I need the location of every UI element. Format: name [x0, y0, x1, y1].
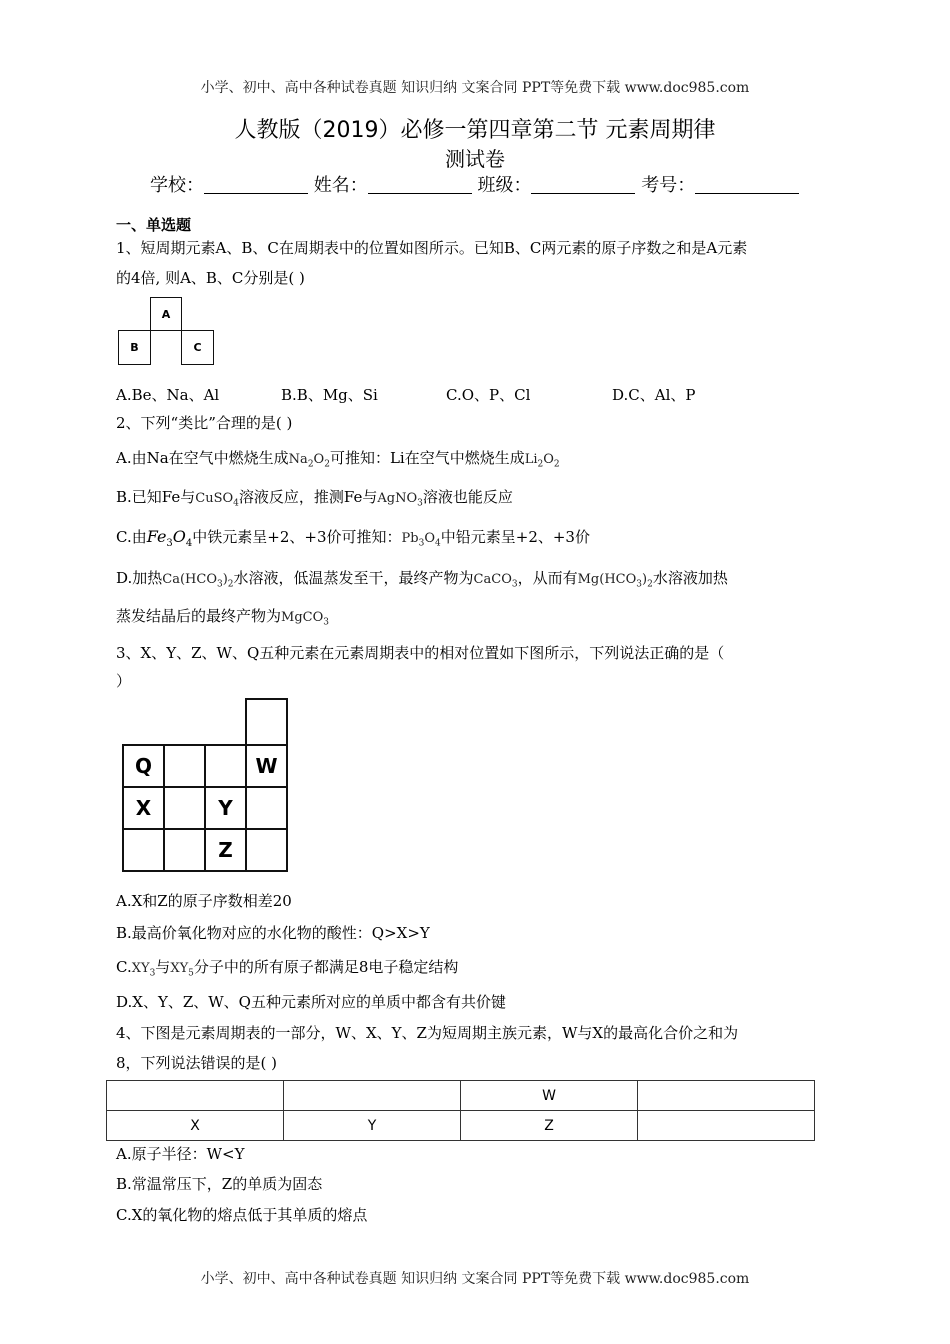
q2-option-d-line2: 蒸发结晶后的最终产物为MgCO$_3$: [116, 607, 329, 628]
class-blank[interactable]: [531, 175, 635, 194]
formula-xy5: $XY_5$: [170, 961, 194, 979]
formula-fe3o4: $Fe_3O_4$: [146, 527, 193, 550]
table-cell: [284, 1081, 461, 1111]
formula-caco3: CaCO$_3$: [473, 572, 518, 590]
q3-option-c[interactable]: $C.XY_3$与$XY_5$分子中的所有原子都满足8电子稳定结构: [116, 958, 459, 979]
table-cell-w: W: [461, 1081, 638, 1111]
formula-mg-hco3-2: $Mg(HCO_3)_2$: [577, 572, 653, 590]
q2-option-a[interactable]: A.由Na在空气中燃烧生成$Na_2O_2$可推知：Li在空气中燃烧生成$Li_2O_2$: [116, 449, 560, 470]
formula-na2o2: $Na_2O_2$: [288, 452, 330, 470]
school-label: 学校：: [150, 175, 204, 196]
name-label: 姓名：: [313, 175, 368, 196]
table-cell-z: Z: [461, 1111, 638, 1141]
q1-option-a[interactable]: A.Be、Na、Al: [116, 386, 220, 404]
formula-ca-hco3-2: $Ca(HCO_3)_2$: [162, 572, 234, 590]
grid-cell-a: A: [150, 297, 182, 331]
table-cell: [107, 1081, 284, 1111]
q3-stem-line2: ）: [116, 672, 132, 690]
grid2-cell-q: Q: [122, 744, 165, 788]
q1-periodic-grid: [118, 297, 214, 365]
table-cell: [638, 1111, 815, 1141]
section-heading: 一、单选题: [116, 216, 192, 234]
q3-stem-line1: 3、X、Y、Z、W、Q五种元素在元素周期表中的相对位置如下图所示，下列说法正确的是（: [116, 644, 725, 662]
grid2-cell: [204, 744, 247, 788]
formula-mgco3: MgCO$_3$: [281, 610, 329, 628]
class-label: 班级：: [477, 175, 532, 196]
table-row: [107, 1111, 815, 1141]
q1-option-d[interactable]: D.C、Al、P: [612, 386, 696, 404]
formula-cuso4: CuSO$_4$: [195, 491, 239, 509]
grid2-cell: [122, 828, 165, 872]
table-row: [107, 1081, 815, 1111]
site-header: 小学、初中、高中各种试卷真题 知识归纳 文案合同 PPT等免费下载 www.doc985.com: [200, 80, 750, 96]
q2-option-b[interactable]: B.已知Fe与CuSO$_4$溶液反应，推测Fe与AgNO$_3$溶液也能反应: [116, 488, 513, 509]
q4-option-b[interactable]: B.常温常压下，Z的单质为固态: [116, 1175, 323, 1193]
grid-cell-c: C: [181, 330, 214, 365]
q1-stem-line1: 1、短周期元素A、B、C在周期表中的位置如图所示。已知B、C两元素的原子序数之和是A元素: [116, 239, 748, 257]
q3-option-a[interactable]: A.X和Z的原子序数相差20: [116, 892, 292, 910]
q4-stem-line1: 4、下图是元素周期表的一部分，W、X、Y、Z为短周期主族元素，W与X的最高化合价之和为: [116, 1024, 739, 1042]
student-info-line: [150, 171, 799, 197]
table-cell-y: Y: [284, 1111, 461, 1141]
exam-no-blank[interactable]: [695, 175, 799, 194]
grid-cell-b: B: [118, 330, 151, 365]
table-cell: [638, 1081, 815, 1111]
grid2-cell-y: Y: [204, 786, 247, 830]
q3-periodic-grid: [122, 698, 288, 872]
formula-agno3: AgNO$_3$: [377, 491, 423, 509]
q4-option-a[interactable]: A.原子半径：W<Y: [116, 1145, 245, 1163]
site-footer: 小学、初中、高中各种试卷真题 知识归纳 文案合同 PPT等免费下载 www.doc985.com: [200, 1271, 750, 1287]
grid2-cell-x: X: [122, 786, 165, 830]
grid2-cell: [245, 828, 288, 872]
q2-stem: 2、下列“类比”合理的是( ): [116, 414, 293, 432]
q1-option-c[interactable]: C.O、P、Cl: [446, 386, 531, 404]
q2-option-d[interactable]: D.加热$Ca(HCO_3)_2$水溶液，低温蒸发至干，最终产物为CaCO$_3$，从而有$Mg(HCO_3)_2$水溶液加热: [116, 569, 728, 590]
grid2-cell: [163, 744, 206, 788]
q4-option-c[interactable]: C.X的氧化物的熔点低于其单质的熔点: [116, 1206, 368, 1224]
grid2-cell: [163, 786, 206, 830]
q2-option-c[interactable]: C.由$Fe_3O_4$中铁元素呈+2、+3价可推知：$Pb_3O_4$中铅元素呈+2、+3价: [116, 527, 590, 550]
table-cell-x: X: [107, 1111, 284, 1141]
page-title: 人教版（2019）必修一第四章第二节 元素周期律: [234, 118, 716, 143]
grid2-cell: [163, 828, 206, 872]
grid2-cell-w: W: [245, 744, 288, 788]
q4-periodic-table: [106, 1080, 815, 1141]
formula-pb3o4: $Pb_3O_4$: [401, 531, 441, 549]
q3-option-b[interactable]: B.最高价氧化物对应的水化物的酸性：Q>X>Y: [116, 924, 430, 942]
q1-option-b[interactable]: B.B、Mg、Si: [281, 386, 378, 404]
page-subtitle: 测试卷: [445, 147, 505, 171]
q1-stem-line2: 的4倍, 则A、B、C分别是( ): [116, 269, 305, 287]
q4-stem-line2: 8，下列说法错误的是( ): [116, 1054, 278, 1072]
formula-xy3: $XY_3$: [131, 961, 156, 979]
exam-no-label: 考号：: [641, 175, 696, 196]
q3-option-d[interactable]: D.X、Y、Z、W、Q五种元素所对应的单质中都含有共价键: [116, 993, 506, 1011]
formula-li2o2: $Li_2O_2$: [524, 452, 560, 470]
name-blank[interactable]: [368, 175, 472, 194]
grid2-cell-z: Z: [204, 828, 247, 872]
school-blank[interactable]: [204, 175, 308, 194]
grid2-cell: [245, 786, 288, 830]
grid2-top-cell: [245, 698, 288, 746]
